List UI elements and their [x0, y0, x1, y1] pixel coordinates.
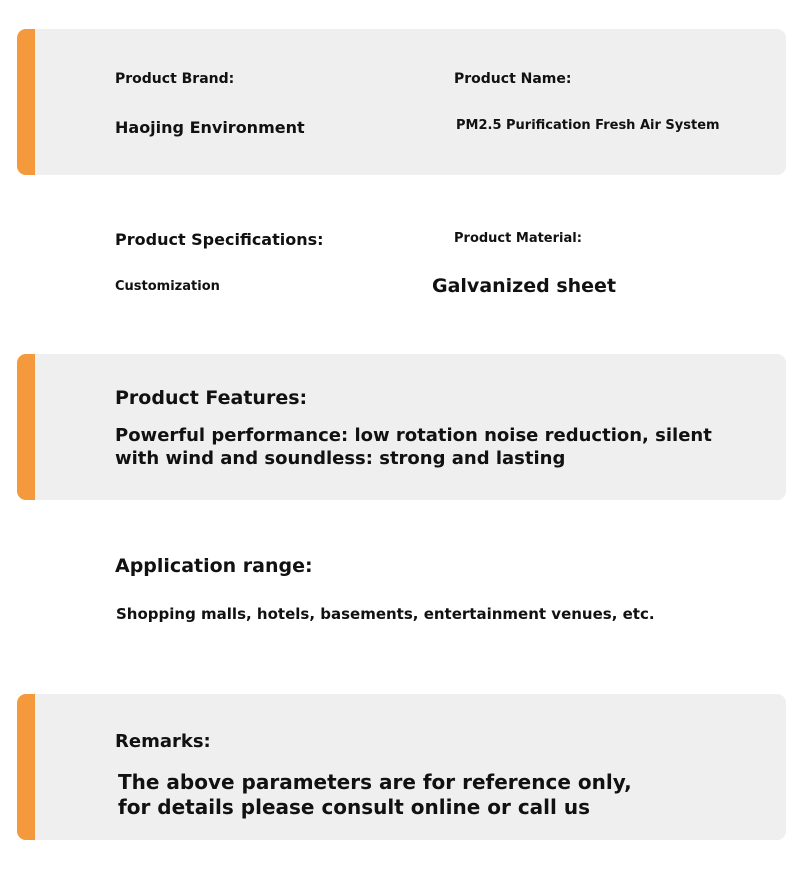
name-label: Product Name:	[454, 71, 572, 87]
features-card	[17, 354, 786, 500]
brand-label: Product Brand:	[115, 71, 235, 87]
remarks-label: Remarks:	[115, 731, 211, 752]
brand-value: Haojing Environment	[115, 118, 305, 137]
accent-bar	[17, 354, 35, 500]
features-label: Product Features:	[115, 387, 308, 409]
features-value: Powerful performance: low rotation noise reduction, silent with wind and soundless: strong and lasting	[115, 425, 712, 469]
spec-value: Customization	[115, 279, 220, 294]
accent-bar	[17, 694, 35, 840]
material-value: Galvanized sheet	[432, 275, 617, 297]
brand-name-card	[17, 29, 786, 175]
accent-bar	[17, 29, 35, 175]
name-value: PM2.5 Purification Fresh Air System	[456, 118, 720, 133]
material-label: Product Material:	[454, 231, 582, 246]
spec-label: Product Specifications:	[115, 230, 324, 249]
application-value: Shopping malls, hotels, basements, entertainment venues, etc.	[116, 605, 655, 623]
remarks-value: The above parameters are for reference only, for details please consult online or call us	[118, 770, 632, 819]
remarks-card	[17, 694, 786, 840]
application-label: Application range:	[115, 555, 313, 577]
